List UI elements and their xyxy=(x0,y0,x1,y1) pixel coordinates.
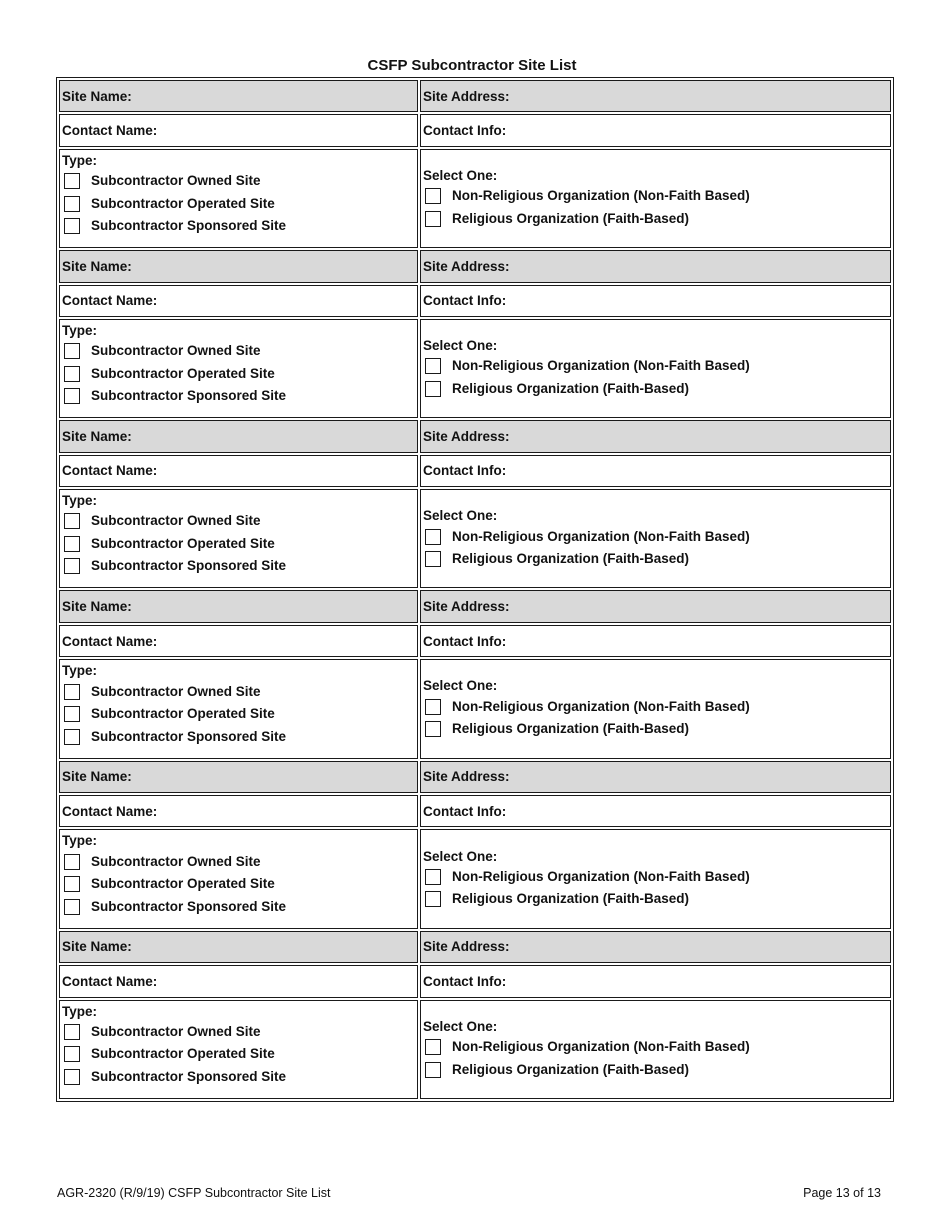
page-title: CSFP Subcontractor Site List xyxy=(367,57,577,74)
contact-name-field[interactable] xyxy=(59,455,418,487)
type-option-sponsored xyxy=(62,725,417,748)
type-option-sponsored xyxy=(62,555,417,578)
site-address-label: Site Address: xyxy=(423,599,510,615)
site-name-field[interactable] xyxy=(59,931,418,963)
type-option-sponsored xyxy=(62,1066,417,1089)
site-name-label: Site Name: xyxy=(62,258,132,274)
footer-page-number: Page 13 of 13 xyxy=(803,1186,881,1200)
operated-site-checkbox[interactable] xyxy=(64,536,80,552)
org-option-non-religious xyxy=(423,695,890,718)
org-select-cell xyxy=(420,149,891,248)
owned-site-label: Subcontractor Owned Site xyxy=(91,173,261,189)
sponsored-site-checkbox[interactable] xyxy=(64,899,80,915)
type-label: Type: xyxy=(62,1003,98,1019)
religious-label: Religious Organization (Faith-Based) xyxy=(452,1061,690,1077)
org-option-non-religious xyxy=(423,1036,890,1059)
org-option-religious xyxy=(423,888,890,911)
religious-label: Religious Organization (Faith-Based) xyxy=(452,721,690,737)
type-option-sponsored xyxy=(62,385,417,408)
contact-info-field[interactable] xyxy=(420,455,891,487)
sponsored-site-checkbox[interactable] xyxy=(64,729,80,745)
type-label: Type: xyxy=(62,833,98,849)
contact-row xyxy=(59,965,891,997)
sponsored-site-label: Subcontractor Sponsored Site xyxy=(91,218,287,234)
type-cell xyxy=(59,829,418,928)
org-select-cell xyxy=(420,489,891,588)
contact-info-label: Contact Info: xyxy=(423,123,507,139)
contact-row xyxy=(59,114,891,146)
contact-name-label: Contact Name: xyxy=(62,463,158,479)
contact-name-field[interactable] xyxy=(59,285,418,317)
type-row xyxy=(59,659,891,758)
site-name-field[interactable] xyxy=(59,250,418,282)
type-row xyxy=(59,829,891,928)
type-option-operated xyxy=(62,703,417,726)
owned-site-label: Subcontractor Owned Site xyxy=(91,683,261,699)
contact-info-label: Contact Info: xyxy=(423,633,507,649)
operated-site-label: Subcontractor Operated Site xyxy=(91,1046,275,1062)
org-option-non-religious xyxy=(423,355,890,378)
contact-info-field[interactable] xyxy=(420,795,891,827)
non-religious-checkbox[interactable] xyxy=(425,188,441,204)
type-label: Type: xyxy=(62,493,98,509)
select-one-label: Select One: xyxy=(423,167,498,183)
org-option-religious xyxy=(423,1058,890,1081)
contact-info-field[interactable] xyxy=(420,285,891,317)
site-name-field[interactable] xyxy=(59,80,418,112)
type-cell xyxy=(59,319,418,418)
owned-site-label: Subcontractor Owned Site xyxy=(91,343,261,359)
operated-site-label: Subcontractor Operated Site xyxy=(91,535,275,551)
type-label: Type: xyxy=(62,663,98,679)
sponsored-site-label: Subcontractor Sponsored Site xyxy=(91,728,287,744)
site-name-row xyxy=(59,80,891,112)
religious-checkbox[interactable] xyxy=(425,211,441,227)
type-option-operated xyxy=(62,192,417,215)
religious-checkbox[interactable] xyxy=(425,381,441,397)
contact-name-field[interactable] xyxy=(59,625,418,657)
type-option-operated xyxy=(62,533,417,556)
type-row xyxy=(59,489,891,588)
religious-checkbox[interactable] xyxy=(425,551,441,567)
operated-site-checkbox[interactable] xyxy=(64,1046,80,1062)
religious-label: Religious Organization (Faith-Based) xyxy=(452,210,690,226)
sponsored-site-label: Subcontractor Sponsored Site xyxy=(91,558,287,574)
contact-row xyxy=(59,795,891,827)
contact-info-field[interactable] xyxy=(420,965,891,997)
site-name-field[interactable] xyxy=(59,420,418,452)
site-address-field[interactable] xyxy=(420,931,891,963)
contact-name-field[interactable] xyxy=(59,965,418,997)
non-religious-checkbox[interactable] xyxy=(425,1039,441,1055)
owned-site-checkbox[interactable] xyxy=(64,173,80,189)
footer-form-id: AGR-2320 (R/9/19) CSFP Subcontractor Site List xyxy=(57,1186,331,1200)
owned-site-label: Subcontractor Owned Site xyxy=(91,513,261,529)
type-option-owned xyxy=(62,1021,417,1044)
site-address-field[interactable] xyxy=(420,80,891,112)
site-address-label: Site Address: xyxy=(423,769,510,785)
non-religious-label: Non-Religious Organization (Non-Faith Based) xyxy=(452,868,750,884)
select-one-label: Select One: xyxy=(423,678,498,694)
operated-site-checkbox[interactable] xyxy=(64,876,80,892)
sponsored-site-label: Subcontractor Sponsored Site xyxy=(91,388,287,404)
site-name-field[interactable] xyxy=(59,590,418,622)
org-select-cell xyxy=(420,319,891,418)
religious-label: Religious Organization (Faith-Based) xyxy=(452,891,690,907)
site-name-row xyxy=(59,250,891,282)
non-religious-label: Non-Religious Organization (Non-Faith Based) xyxy=(452,698,750,714)
type-option-owned xyxy=(62,340,417,363)
site-name-label: Site Name: xyxy=(62,599,132,615)
religious-checkbox[interactable] xyxy=(425,891,441,907)
operated-site-checkbox[interactable] xyxy=(64,366,80,382)
select-one-label: Select One: xyxy=(423,848,498,864)
org-option-religious xyxy=(423,718,890,741)
site-address-field[interactable] xyxy=(420,250,891,282)
religious-label: Religious Organization (Faith-Based) xyxy=(452,551,690,567)
owned-site-checkbox[interactable] xyxy=(64,513,80,529)
type-option-owned xyxy=(62,850,417,873)
owned-site-checkbox[interactable] xyxy=(64,684,80,700)
sponsored-site-label: Subcontractor Sponsored Site xyxy=(91,1068,287,1084)
site-name-label: Site Name: xyxy=(62,428,132,444)
site-name-row xyxy=(59,761,891,793)
type-cell xyxy=(59,149,418,248)
contact-info-label: Contact Info: xyxy=(423,293,507,309)
site-name-field[interactable] xyxy=(59,761,418,793)
select-one-label: Select One: xyxy=(423,508,498,524)
type-cell xyxy=(59,1000,418,1099)
contact-name-label: Contact Name: xyxy=(62,633,158,649)
org-option-non-religious xyxy=(423,525,890,548)
type-row xyxy=(59,149,891,248)
owned-site-checkbox[interactable] xyxy=(64,343,80,359)
owned-site-label: Subcontractor Owned Site xyxy=(91,853,261,869)
org-select-cell xyxy=(420,659,891,758)
operated-site-checkbox[interactable] xyxy=(64,196,80,212)
religious-label: Religious Organization (Faith-Based) xyxy=(452,380,690,396)
operated-site-checkbox[interactable] xyxy=(64,706,80,722)
contact-row xyxy=(59,455,891,487)
type-option-operated xyxy=(62,1043,417,1066)
contact-name-label: Contact Name: xyxy=(62,123,158,139)
non-religious-label: Non-Religious Organization (Non-Faith Based) xyxy=(452,528,750,544)
type-cell xyxy=(59,659,418,758)
owned-site-checkbox[interactable] xyxy=(64,1024,80,1040)
site-name-label: Site Name: xyxy=(62,88,132,104)
non-religious-label: Non-Religious Organization (Non-Faith Based) xyxy=(452,358,750,374)
sponsored-site-label: Subcontractor Sponsored Site xyxy=(91,898,287,914)
contact-name-label: Contact Name: xyxy=(62,803,158,819)
type-option-operated xyxy=(62,362,417,385)
org-select-cell xyxy=(420,829,891,928)
type-row xyxy=(59,319,891,418)
contact-name-label: Contact Name: xyxy=(62,973,158,989)
type-option-operated xyxy=(62,873,417,896)
sponsored-site-checkbox[interactable] xyxy=(64,218,80,234)
contact-info-field[interactable] xyxy=(420,625,891,657)
type-option-sponsored xyxy=(62,895,417,918)
type-row xyxy=(59,1000,891,1099)
religious-checkbox[interactable] xyxy=(425,721,441,737)
sponsored-site-checkbox[interactable] xyxy=(64,388,80,404)
operated-site-label: Subcontractor Operated Site xyxy=(91,876,275,892)
type-label: Type: xyxy=(62,322,98,338)
site-address-label: Site Address: xyxy=(423,428,510,444)
site-name-label: Site Name: xyxy=(62,769,132,785)
type-label: Type: xyxy=(62,152,98,168)
contact-info-label: Contact Info: xyxy=(423,973,507,989)
org-option-religious xyxy=(423,378,890,401)
org-select-cell xyxy=(420,1000,891,1099)
religious-checkbox[interactable] xyxy=(425,1062,441,1078)
site-list-table xyxy=(56,77,894,1102)
non-religious-checkbox[interactable] xyxy=(425,869,441,885)
site-address-label: Site Address: xyxy=(423,88,510,104)
sponsored-site-checkbox[interactable] xyxy=(64,558,80,574)
site-name-row xyxy=(59,931,891,963)
site-address-label: Site Address: xyxy=(423,939,510,955)
contact-name-field[interactable] xyxy=(59,114,418,146)
non-religious-label: Non-Religious Organization (Non-Faith Based) xyxy=(452,188,750,204)
select-one-label: Select One: xyxy=(423,338,498,354)
sponsored-site-checkbox[interactable] xyxy=(64,1069,80,1085)
owned-site-checkbox[interactable] xyxy=(64,854,80,870)
non-religious-label: Non-Religious Organization (Non-Faith Based) xyxy=(452,1039,750,1055)
org-option-religious xyxy=(423,548,890,571)
select-one-label: Select One: xyxy=(423,1018,498,1034)
contact-info-label: Contact Info: xyxy=(423,803,507,819)
site-address-field[interactable] xyxy=(420,761,891,793)
non-religious-checkbox[interactable] xyxy=(425,699,441,715)
org-option-religious xyxy=(423,207,890,230)
site-list-body xyxy=(59,80,891,1099)
site-address-field[interactable] xyxy=(420,590,891,622)
operated-site-label: Subcontractor Operated Site xyxy=(91,706,275,722)
contact-row xyxy=(59,625,891,657)
site-name-row xyxy=(59,590,891,622)
site-name-label: Site Name: xyxy=(62,939,132,955)
org-option-non-religious xyxy=(423,185,890,208)
contact-info-field[interactable] xyxy=(420,114,891,146)
site-name-row xyxy=(59,420,891,452)
contact-name-label: Contact Name: xyxy=(62,293,158,309)
contact-row xyxy=(59,285,891,317)
site-address-label: Site Address: xyxy=(423,258,510,274)
contact-info-label: Contact Info: xyxy=(423,463,507,479)
type-option-owned xyxy=(62,170,417,193)
org-option-non-religious xyxy=(423,866,890,889)
site-address-field[interactable] xyxy=(420,420,891,452)
type-option-sponsored xyxy=(62,215,417,238)
non-religious-checkbox[interactable] xyxy=(425,358,441,374)
owned-site-label: Subcontractor Owned Site xyxy=(91,1023,261,1039)
operated-site-label: Subcontractor Operated Site xyxy=(91,195,275,211)
contact-name-field[interactable] xyxy=(59,795,418,827)
operated-site-label: Subcontractor Operated Site xyxy=(91,365,275,381)
type-option-owned xyxy=(62,510,417,533)
non-religious-checkbox[interactable] xyxy=(425,529,441,545)
type-option-owned xyxy=(62,680,417,703)
type-cell xyxy=(59,489,418,588)
